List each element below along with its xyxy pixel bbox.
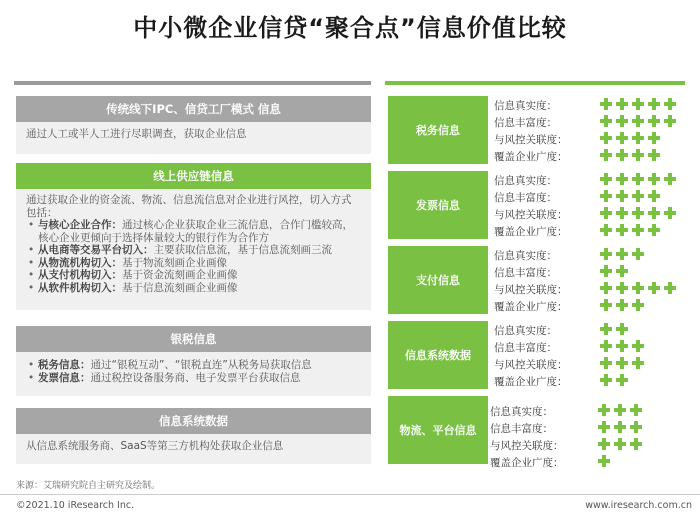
metric-label: 与风控关联度： bbox=[494, 284, 568, 296]
star-icon bbox=[662, 172, 678, 186]
star-icon bbox=[614, 206, 630, 220]
star-icon bbox=[630, 189, 646, 203]
metric-label: 信息真实度： bbox=[490, 406, 553, 418]
star-rating bbox=[596, 420, 644, 434]
star-icon bbox=[630, 206, 646, 220]
section-text: 通过人工或半人工进行尽职调查，获取企业信息 bbox=[26, 128, 247, 140]
star-icon bbox=[596, 437, 612, 451]
star-icon bbox=[614, 298, 630, 312]
star-icon bbox=[598, 247, 614, 261]
metric-label: 与风控关联度： bbox=[494, 209, 568, 221]
star-icon bbox=[598, 298, 614, 312]
star-icon bbox=[630, 339, 646, 353]
star-icon bbox=[598, 189, 614, 203]
metric-label: 信息真实度： bbox=[494, 175, 557, 187]
star-icon bbox=[630, 281, 646, 295]
star-icon bbox=[646, 206, 662, 220]
category-logistics-platform: 物流、平台信息 bbox=[388, 396, 488, 464]
star-icon bbox=[628, 420, 644, 434]
star-icon bbox=[614, 189, 630, 203]
metric-label: 与风控关联度： bbox=[494, 134, 568, 146]
metric-label: 信息真实度： bbox=[494, 325, 557, 337]
section-bank-tax bbox=[16, 326, 371, 396]
star-rating bbox=[598, 114, 678, 128]
category-tax: 税务信息 bbox=[388, 96, 488, 164]
star-rating bbox=[598, 189, 662, 203]
star-icon bbox=[630, 172, 646, 186]
star-icon bbox=[612, 437, 628, 451]
section-intro: 通过获取企业的资金流、物流、信息流信息对企业进行风控，切入方式包括： bbox=[26, 194, 352, 219]
metric-label: 覆盖企业广度： bbox=[494, 376, 568, 388]
star-icon bbox=[630, 148, 646, 162]
star-icon bbox=[614, 373, 630, 387]
star-icon bbox=[662, 206, 678, 220]
star-rating bbox=[598, 373, 630, 387]
star-icon bbox=[646, 148, 662, 162]
star-icon bbox=[598, 356, 614, 370]
star-icon bbox=[614, 247, 630, 261]
star-icon bbox=[598, 322, 614, 336]
metric-label: 信息丰富度： bbox=[494, 342, 557, 354]
left-header-rule bbox=[14, 81, 371, 85]
star-rating bbox=[598, 322, 630, 336]
section-header: 信息系统数据 bbox=[16, 408, 371, 434]
category-info-system: 信息系统数据 bbox=[388, 321, 488, 389]
website: www.iresearch.com.cn bbox=[585, 500, 692, 511]
metric-label: 覆盖企业广度： bbox=[494, 301, 568, 313]
star-rating bbox=[598, 247, 646, 261]
star-icon bbox=[646, 281, 662, 295]
star-icon bbox=[614, 223, 630, 237]
star-icon bbox=[614, 356, 630, 370]
right-header-rule bbox=[385, 81, 685, 85]
star-rating bbox=[598, 223, 662, 237]
metric-label: 信息丰富度： bbox=[494, 267, 557, 279]
section-supply-chain bbox=[16, 163, 371, 310]
star-rating bbox=[598, 97, 678, 111]
star-icon bbox=[646, 223, 662, 237]
section-text: 从信息系统服务商、SaaS等第三方机构处获取企业信息 bbox=[26, 440, 284, 452]
star-icon bbox=[630, 223, 646, 237]
star-icon bbox=[630, 114, 646, 128]
list-item-continuation: 核心企业更倾向于选择体量较大的银行作为合作方 bbox=[38, 231, 269, 244]
section-offline-ipc bbox=[16, 96, 371, 154]
star-rating bbox=[598, 339, 646, 353]
star-icon bbox=[646, 131, 662, 145]
star-rating bbox=[596, 454, 612, 468]
star-icon bbox=[614, 172, 630, 186]
metric-label: 与风控关联度： bbox=[494, 359, 568, 371]
star-icon bbox=[598, 373, 614, 387]
star-rating bbox=[598, 356, 646, 370]
category-payment: 支付信息 bbox=[388, 246, 488, 314]
section-header: 线上供应链信息 bbox=[16, 163, 371, 189]
star-icon bbox=[612, 420, 628, 434]
list-item: • 从软件机构切入：基于信息流刻画企业画像 bbox=[26, 282, 361, 295]
metric-label: 覆盖企业广度： bbox=[494, 226, 568, 238]
star-icon bbox=[646, 114, 662, 128]
copyright: ©2021.10 iResearch Inc. bbox=[16, 500, 135, 511]
star-icon bbox=[598, 114, 614, 128]
metric-label: 信息丰富度： bbox=[490, 423, 553, 435]
star-rating bbox=[598, 172, 678, 186]
star-icon bbox=[630, 356, 646, 370]
metric-label: 信息丰富度： bbox=[494, 117, 557, 129]
source-note: 来源：艾瑞研究院自主研究及绘制。 bbox=[16, 481, 161, 491]
star-icon bbox=[614, 322, 630, 336]
star-icon bbox=[646, 189, 662, 203]
star-rating bbox=[598, 131, 662, 145]
star-icon bbox=[662, 97, 678, 111]
metric-label: 信息真实度： bbox=[494, 100, 557, 112]
star-rating bbox=[598, 148, 662, 162]
star-icon bbox=[614, 97, 630, 111]
star-rating bbox=[598, 298, 646, 312]
metric-label: 覆盖企业广度： bbox=[490, 457, 564, 469]
star-icon bbox=[646, 172, 662, 186]
metric-label: 覆盖企业广度： bbox=[494, 151, 568, 163]
star-icon bbox=[614, 114, 630, 128]
star-icon bbox=[630, 247, 646, 261]
star-icon bbox=[614, 148, 630, 162]
metric-label: 信息丰富度： bbox=[494, 192, 557, 204]
star-icon bbox=[596, 420, 612, 434]
star-icon bbox=[630, 97, 646, 111]
star-icon bbox=[598, 148, 614, 162]
star-icon bbox=[596, 403, 612, 417]
star-icon bbox=[598, 97, 614, 111]
star-icon bbox=[662, 114, 678, 128]
star-icon bbox=[614, 264, 630, 278]
star-icon bbox=[598, 206, 614, 220]
section-info-system bbox=[16, 408, 371, 464]
list-item: • 从物流机构切入：基于物流刻画企业画像 bbox=[26, 257, 361, 270]
star-icon bbox=[630, 131, 646, 145]
star-icon bbox=[598, 223, 614, 237]
list-item: • 从支付机构切入：基于资金流刻画企业画像 bbox=[26, 269, 361, 282]
list-item: • 税务信息：通过“银税互动”、“银税直连”从税务局获取信息 bbox=[26, 359, 361, 372]
star-icon bbox=[598, 131, 614, 145]
star-icon bbox=[628, 403, 644, 417]
star-icon bbox=[614, 339, 630, 353]
list-item: • 发票信息：通过税控设备服务商、电子发票平台获取信息 bbox=[26, 372, 361, 385]
star-icon bbox=[598, 172, 614, 186]
metric-label: 信息真实度： bbox=[494, 250, 557, 262]
category-invoice: 发票信息 bbox=[388, 171, 488, 239]
star-icon bbox=[614, 281, 630, 295]
star-icon bbox=[662, 281, 678, 295]
star-icon bbox=[598, 339, 614, 353]
page-title: 中小微企业信贷“聚合点”信息价值比较 bbox=[133, 14, 567, 42]
list-item: • 从电商等交易平台切入：主要获取信息流，基于信息流刻画三流 bbox=[26, 244, 361, 257]
star-icon bbox=[614, 131, 630, 145]
star-icon bbox=[612, 403, 628, 417]
star-rating bbox=[598, 281, 678, 295]
star-rating bbox=[598, 264, 630, 278]
star-icon bbox=[628, 437, 644, 451]
metric-label: 与风控关联度： bbox=[490, 440, 564, 452]
star-icon bbox=[630, 298, 646, 312]
star-icon bbox=[646, 97, 662, 111]
star-icon bbox=[596, 454, 612, 468]
footer-divider bbox=[0, 494, 700, 495]
star-icon bbox=[598, 264, 614, 278]
list-item: • 与核心企业合作：通过核心企业获取企业三流信息，合作门槛较高， bbox=[26, 219, 361, 232]
star-rating bbox=[598, 206, 678, 220]
star-rating bbox=[596, 403, 644, 417]
section-header: 银税信息 bbox=[16, 326, 371, 352]
section-header: 传统线下IPC、信贷工厂模式 信息 bbox=[16, 96, 371, 122]
star-rating bbox=[596, 437, 644, 451]
star-icon bbox=[598, 281, 614, 295]
